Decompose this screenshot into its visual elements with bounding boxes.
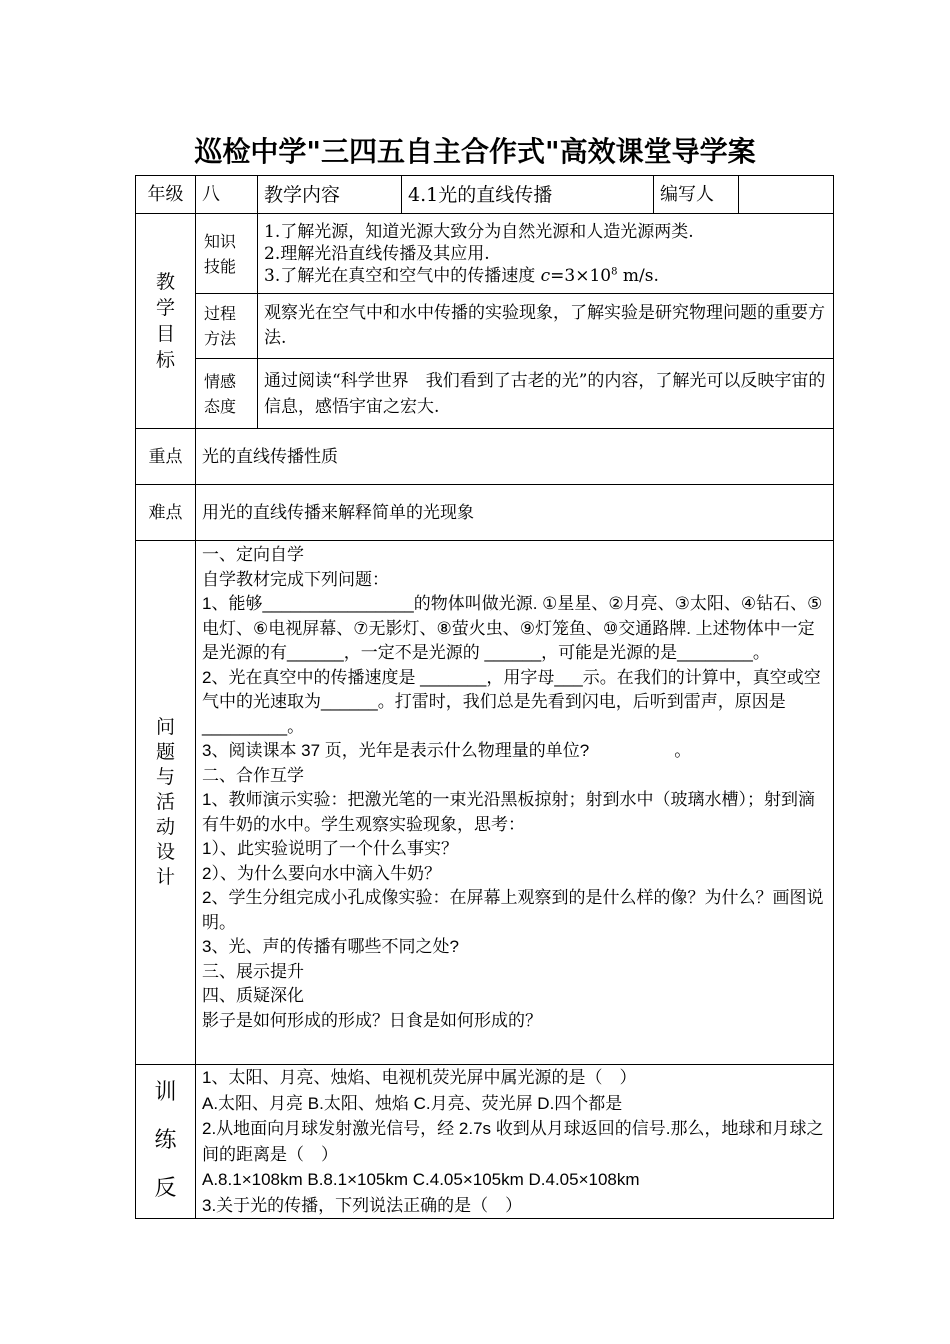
- activity-line: 二、合作互学: [202, 765, 304, 785]
- knowledge-line-1: 1.了解光源，知道光源大致分为自然光源和人造光源两类.: [264, 221, 694, 242]
- activity-line: 影子是如何形成的形成？日食是如何形成的？: [202, 1010, 542, 1030]
- activity-line: 3、光、声的传播有哪些不同之处?: [202, 937, 459, 956]
- content-value: 4.1光的直线传播: [402, 176, 654, 214]
- difficulty-label: 难点: [136, 485, 196, 541]
- training-line: 3.关于光的传播，下列说法正确的是（ ）: [202, 1195, 523, 1215]
- content-label: 教学内容: [258, 176, 402, 214]
- key-point-label: 重点: [136, 429, 196, 485]
- writer-label: 编写人: [654, 176, 739, 214]
- training-label: 训 练 反: [136, 1065, 196, 1219]
- training-content: [196, 1065, 834, 1219]
- writer-value: [739, 176, 834, 214]
- activity-line: 一、定向自学: [202, 545, 304, 564]
- activity-line: 3、阅读课本 37 页，光年是表示什么物理量的单位? 。: [202, 741, 692, 760]
- header-row: [136, 176, 834, 214]
- activity-line: 2、光在真空中的传播速度是 _______，用字母___示。在我们的计算中，真空或空气中的光速取为______。打雷时，我们总是先看到闪电，后听到雷声，原因是_________。: [202, 667, 821, 736]
- activity-line: 1、能够________________的物体叫做光源. ①星星、②月亮、③太阳、④钻石、⑤电灯、⑥电视屏幕、⑦无影灯、⑧萤火虫、⑨灯笼鱼、⑩交通路牌. 上述物体中一定是光源的有______，一定不是光源的 ______，可能是光源的是________。: [202, 594, 823, 662]
- emotion-label: 情感 态度: [196, 359, 258, 429]
- emotion-text: 通过阅读“科学世界 我们看到了古老的光”的内容，了解光可以反映宇宙的信息，感悟宇宙之宏大.: [258, 359, 834, 429]
- key-point-text: 光的直线传播性质: [196, 429, 834, 485]
- grade-value: 八: [196, 176, 258, 214]
- objectives-label: 教 学 目 标: [136, 214, 196, 429]
- process-text: 观察光在空气中和水中传播的实验现象，了解实验是研究物理问题的重要方法.: [258, 294, 834, 359]
- activity-line: 三、展示提升: [202, 961, 304, 981]
- difficulty-text: 用光的直线传播来解释简单的光现象: [196, 485, 834, 541]
- training-line: A.太阳、月亮 B.太阳、烛焰 C.月亮、荧光屏 D.四个都是: [202, 1093, 623, 1113]
- training-line: 2.从地面向月球发射激光信号，经 2.7s 收到从月球返回的信号.那么，地球和月球之间的距离是（ ）: [202, 1119, 824, 1164]
- activity-line: 2、学生分组完成小孔成像实验：在屏幕上观察到的是什么样的像？为什么？画图说明。: [202, 888, 824, 932]
- process-label: 过程 方法: [196, 294, 258, 359]
- knowledge-text: [258, 214, 834, 294]
- knowledge-line-3: 3.了解光在真空和空气中的传播速度 $c=3\times 10^8$ m/s.: [264, 265, 659, 286]
- activity-content: [196, 541, 834, 1065]
- activity-line: 四、质疑深化: [202, 986, 304, 1005]
- grade-label: 年级: [136, 176, 196, 214]
- training-line: 1、太阳、月亮、烛焰、电视机荧光屏中属光源的是（ ）: [202, 1068, 637, 1087]
- training-line: A.8.1×108km B.8.1×105km C.4.05×105km D.4.05×108km: [202, 1170, 640, 1189]
- activity-line: 1）、此实验说明了一个什么事实？: [202, 839, 458, 858]
- page-title: 巡检中学"三四五自主合作式"高效课堂导学案: [194, 135, 756, 168]
- knowledge-line-2: 2.理解光沿直线传播及其应用.: [264, 243, 490, 264]
- activity-line: 自学教材完成下列问题：: [202, 569, 389, 589]
- lesson-plan-table: [135, 175, 834, 1219]
- knowledge-label: 知识 技能: [196, 214, 258, 294]
- activity-label: 问 题 与 活 动 设 计: [136, 541, 196, 1065]
- activity-line: 1、教师演示实验：把激光笔的一束光沿黑板掠射；射到水中（玻璃水槽）；射到滴有牛奶的水中。学生观察实验现象，思考：: [202, 790, 815, 834]
- activity-line: 2）、为什么要向水中滴入牛奶？: [202, 863, 441, 883]
